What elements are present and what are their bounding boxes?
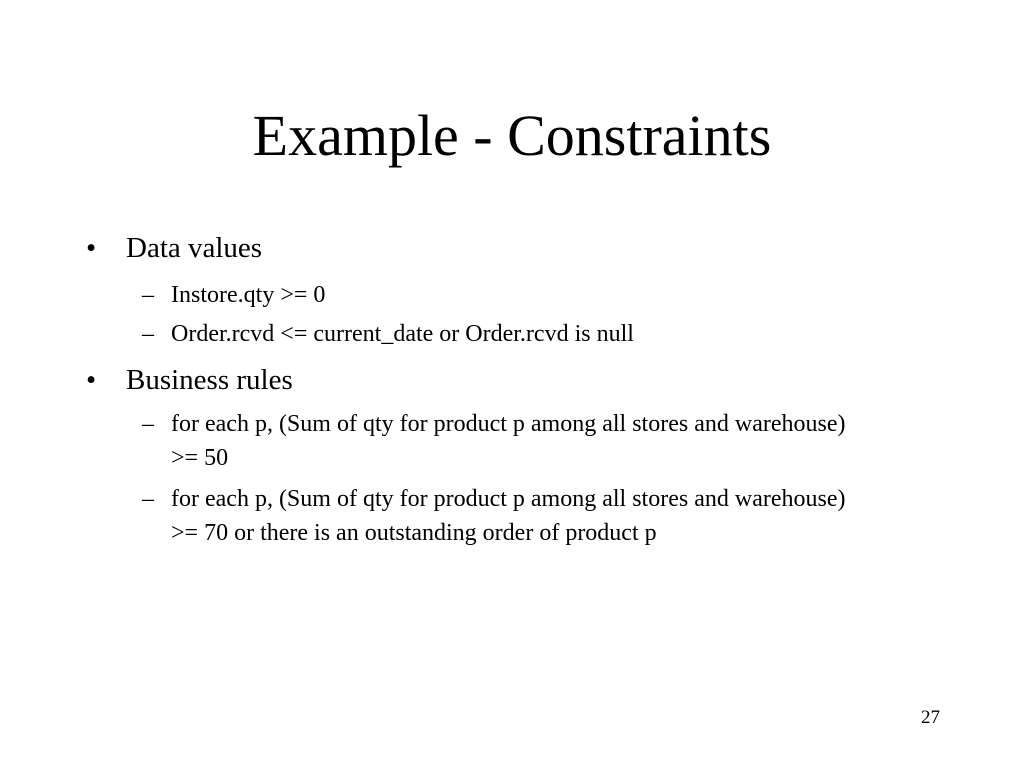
bullet-label: Business rules (126, 364, 293, 396)
subitem-text: for each p, (Sum of qty for product p among all stores and warehouse) >= 70 or there is an outstanding order of product p (171, 486, 846, 546)
page-number: 27 (921, 707, 940, 728)
subitem-text: for each p, (Sum of qty for product p among all stores and warehouse) >= 50 (171, 411, 846, 471)
subitem-text: Order.rcvd <= current_date or Order.rcvd is null (171, 321, 634, 347)
dash-marker: – (142, 321, 154, 347)
bullet-label: Data values (126, 232, 263, 264)
dash-marker: – (142, 486, 154, 512)
bullet-marker: • (86, 364, 97, 396)
subitem-text: Instore.qty >= 0 (171, 282, 326, 308)
dash-marker: – (142, 411, 154, 437)
bullet-marker: • (86, 232, 97, 264)
slide-title: Example - Constraints (252, 103, 772, 168)
dash-marker: – (142, 282, 154, 308)
